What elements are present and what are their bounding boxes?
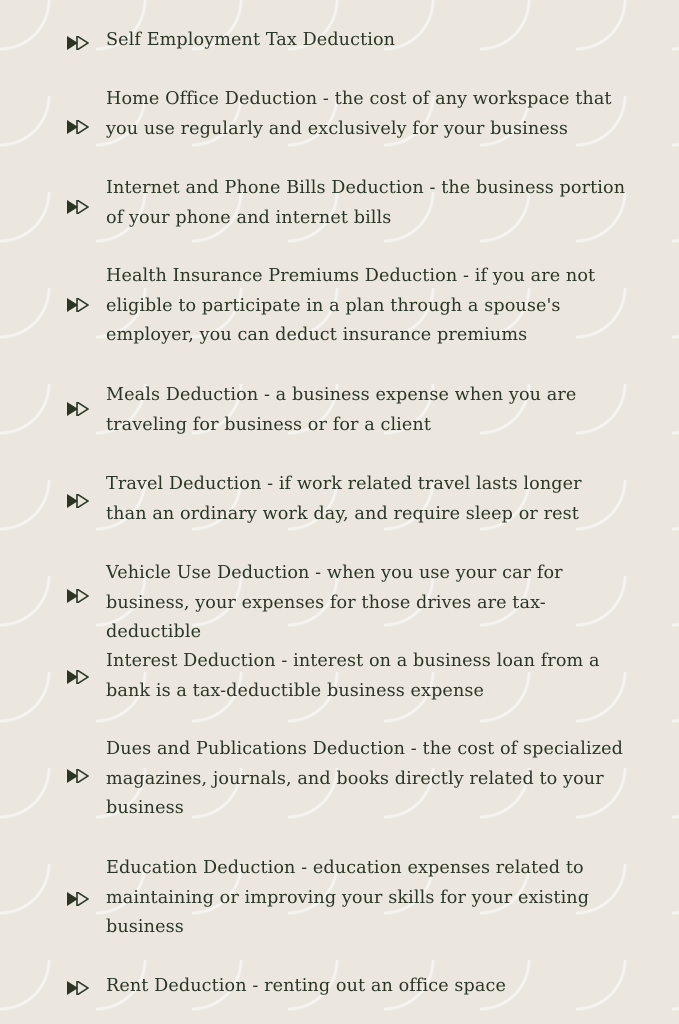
double-triangle-arrow-icon	[67, 200, 89, 214]
list-item-text: Internet and Phone Bills Deduction - the business portion of your phone and internet bills	[106, 178, 626, 228]
double-triangle-arrow-icon	[67, 494, 89, 508]
double-triangle-arrow-icon	[67, 769, 89, 783]
list-item-text: Self Employment Tax Deduction	[106, 30, 396, 50]
list-item-text: Vehicle Use Deduction - when you use your car for business, your expenses for those drives are tax-deductible	[106, 563, 563, 642]
list-item-text: Interest Deduction - interest on a business loan from a bank is a tax-deductible business expense	[106, 651, 600, 701]
list-item-text: Health Insurance Premiums Deduction - if you are not eligible to participate in a plan through a spouse's employer, you can deduct insurance premiums	[106, 266, 596, 345]
double-triangle-arrow-icon	[67, 298, 89, 312]
list-item-text: Home Office Deduction - the cost of any workspace that you use regularly and exclusively for your business	[106, 89, 612, 139]
double-triangle-arrow-icon	[67, 589, 89, 603]
list-item-text: Education Deduction - education expenses related to maintaining or improving your skills for your existing business	[106, 858, 590, 937]
list-item-text: Meals Deduction - a business expense when you are traveling for business or for a client	[106, 385, 577, 435]
list-item-text: Rent Deduction - renting out an office space	[106, 976, 506, 996]
double-triangle-arrow-icon	[67, 981, 89, 995]
double-triangle-arrow-icon	[67, 402, 89, 416]
double-triangle-arrow-icon	[67, 120, 89, 134]
list-item-text: Dues and Publications Deduction - the cost of specialized magazines, journals, and books directly related to your business	[106, 739, 623, 818]
double-triangle-arrow-icon	[67, 670, 89, 684]
double-triangle-arrow-icon	[67, 36, 89, 50]
list-item-text: Travel Deduction - if work related travel lasts longer than an ordinary work day, and require sleep or rest	[106, 474, 582, 524]
double-triangle-arrow-icon	[67, 892, 89, 906]
